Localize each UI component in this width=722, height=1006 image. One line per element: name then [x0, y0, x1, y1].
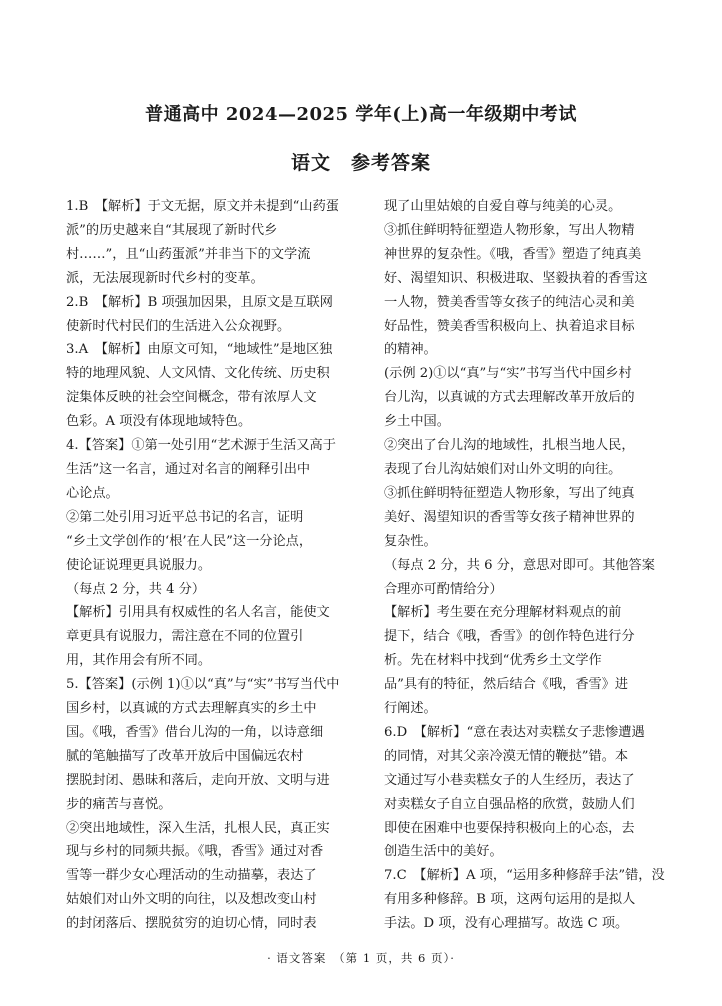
text-line: 台儿沟，以真诚的方式去理解改革开放后的: [384, 390, 635, 406]
text-line: 派，无法展现新时代乡村的变革。: [66, 270, 264, 286]
text-line: 好品性，赞美香雪积极向上、执着追求目标: [384, 318, 635, 334]
text-line: 国乡村，以真诚的方式去理解真实的乡土中: [66, 701, 317, 717]
text-line: 用，其作用会有所不同。: [66, 653, 212, 669]
document-title: 普通高中 2024—2025 学年(上)高一年级期中考试: [145, 104, 577, 125]
text-line: 有用多种修辞。B 项，这两句运用的是拟人: [384, 892, 636, 908]
text-line: 章更具有说服力，需注意在不同的位置引: [66, 629, 304, 645]
text-line: 色彩。A 项没有体现地域特色。: [66, 414, 252, 430]
text-line: 步的痛苦与喜悦。: [66, 796, 172, 812]
text-line: 好、渴望知识、积极进取、坚毅执着的香雪这: [384, 270, 648, 286]
text-line: ②突出地域性，深入生活，扎根人民，真正实: [66, 820, 330, 836]
text-line: 乡土中国。: [384, 414, 450, 430]
text-line: 现与乡村的同频共振。《哦，香雪》通过对香: [66, 844, 324, 860]
text-line: 2.B 【解析】B 项强加因果，且原文是互联网: [66, 294, 333, 310]
text-line: 5.【答案】(示例 1)①以“真”与“实”书写当代中: [66, 677, 340, 693]
text-line: 村……”，且“山药蛋派”并非当下的文学流: [66, 246, 311, 262]
text-line: 文通过写小巷卖糕女子的人生经历，表达了: [384, 772, 635, 788]
text-line: 心论点。: [66, 485, 119, 501]
text-line: 复杂性。: [384, 533, 437, 549]
text-line: 使新时代村民们的生活进入公众视野。: [66, 318, 291, 334]
left-column: [66, 195, 366, 936]
text-line: 雪等一群少女心理活动的生动描摹，表达了: [66, 868, 317, 884]
right-column: [384, 195, 674, 936]
text-line: “乡土文学创作的‘根’在人民”这一分论点，: [66, 533, 313, 549]
text-line: (示例 2)①以“真”与“实”书写当代中国乡村: [384, 366, 632, 382]
text-line: 即使在困难中也要保持积极向上的心态，去: [384, 820, 635, 836]
text-line: 手法。D 项，没有心理描写。故选 C 项。: [384, 916, 629, 932]
text-line: 的精神。: [384, 342, 437, 358]
text-line: 创造生活中的美好。: [384, 844, 503, 860]
text-line: （每点 2 分，共 6 分，意思对即可。其他答案: [384, 557, 655, 573]
text-line: ②突出了台儿沟的地域性，扎根当地人民，: [384, 438, 635, 454]
document-subtitle: 语文 参考答案: [290, 152, 431, 174]
text-line: 一人物，赞美香雪等女孩子的纯洁心灵和美: [384, 294, 635, 310]
text-line: 7.C 【解析】A 项，“运用多种修辞手法”错，没: [384, 868, 665, 884]
text-line: ②第二处引用习近平总书记的名言，证明: [66, 509, 304, 525]
text-line: 特的地理风貌、人文风情、文化传统、历史积: [66, 366, 330, 382]
text-line: 派”的历史越来自“其展现了新时代乡: [66, 222, 278, 238]
text-line: 合理亦可酌情给分）: [384, 581, 503, 597]
text-line: 神世界的复杂性。《哦，香雪》塑造了纯真美: [384, 246, 642, 262]
text-line: 析。先在材料中找到“优秀乡土文学作: [384, 653, 602, 669]
text-line: 6.D 【解析】“意在表达对卖糕女子悲惨遭遇: [384, 724, 645, 740]
text-line: ③抓住鲜明特征塑造人物形象，写出了纯真: [384, 485, 635, 501]
text-line: 品”具有的特征，然后结合《哦，香雪》进: [384, 677, 629, 693]
text-line: 国。《哦，香雪》借台儿沟的一角，以诗意细: [66, 724, 324, 740]
text-line: 现了山里姑娘的自爱自尊与纯美的心灵。: [384, 199, 622, 214]
text-line: 的同情，对其父亲冷漠无情的鞭挞”错。本: [384, 748, 629, 764]
text-line: 美好、渴望知识的香雪等女孩子精神世界的: [384, 509, 635, 525]
text-line: 行阐述。: [384, 701, 437, 717]
text-line: ③抓住鲜明特征塑造人物形象，写出人物精: [384, 222, 635, 238]
text-line: 表现了台儿沟姑娘们对山外文明的向往。: [384, 461, 622, 477]
page-footer: · 语文答案 （第 1 页，共 6 页）·: [267, 951, 455, 965]
text-line: 姑娘们对山外文明的向往，以及想改变山村: [66, 892, 317, 908]
text-line: 3.A 【解析】由原文可知，“地域性”是地区独: [66, 342, 333, 358]
text-line: 使论证说理更具说服力。: [66, 557, 212, 573]
text-line: 【解析】考生要在充分理解材料观点的前: [384, 605, 622, 621]
text-line: 提下，结合《哦，香雪》的创作特色进行分: [384, 629, 635, 645]
text-line: 腻的笔触描写了改革开放后中国偏远农村: [66, 748, 304, 764]
text-line: 的封闭落后、摆脱贫穷的迫切心情，同时表: [66, 916, 317, 932]
text-line: 【解析】引用具有权威性的名人名言，能使文: [66, 605, 330, 621]
text-line: 对卖糕女子自立自强品格的欣赏，鼓励人们: [384, 796, 635, 812]
text-line: 淀集体反映的社会空间概念，带有浓厚人文: [66, 390, 317, 406]
text-line: （每点 2 分，共 4 分）: [66, 581, 206, 597]
text-line: 1.B 【解析】于文无据，原文并未提到“山药蛋: [66, 199, 339, 214]
text-line: 生活”这一名言，通过对名言的阐释引出中: [66, 461, 311, 477]
text-line: 摆脱封闭、愚昧和落后，走向开放、文明与进: [66, 772, 330, 788]
text-line: 4.【答案】①第一处引用“艺术源于生活又高于: [66, 438, 336, 454]
